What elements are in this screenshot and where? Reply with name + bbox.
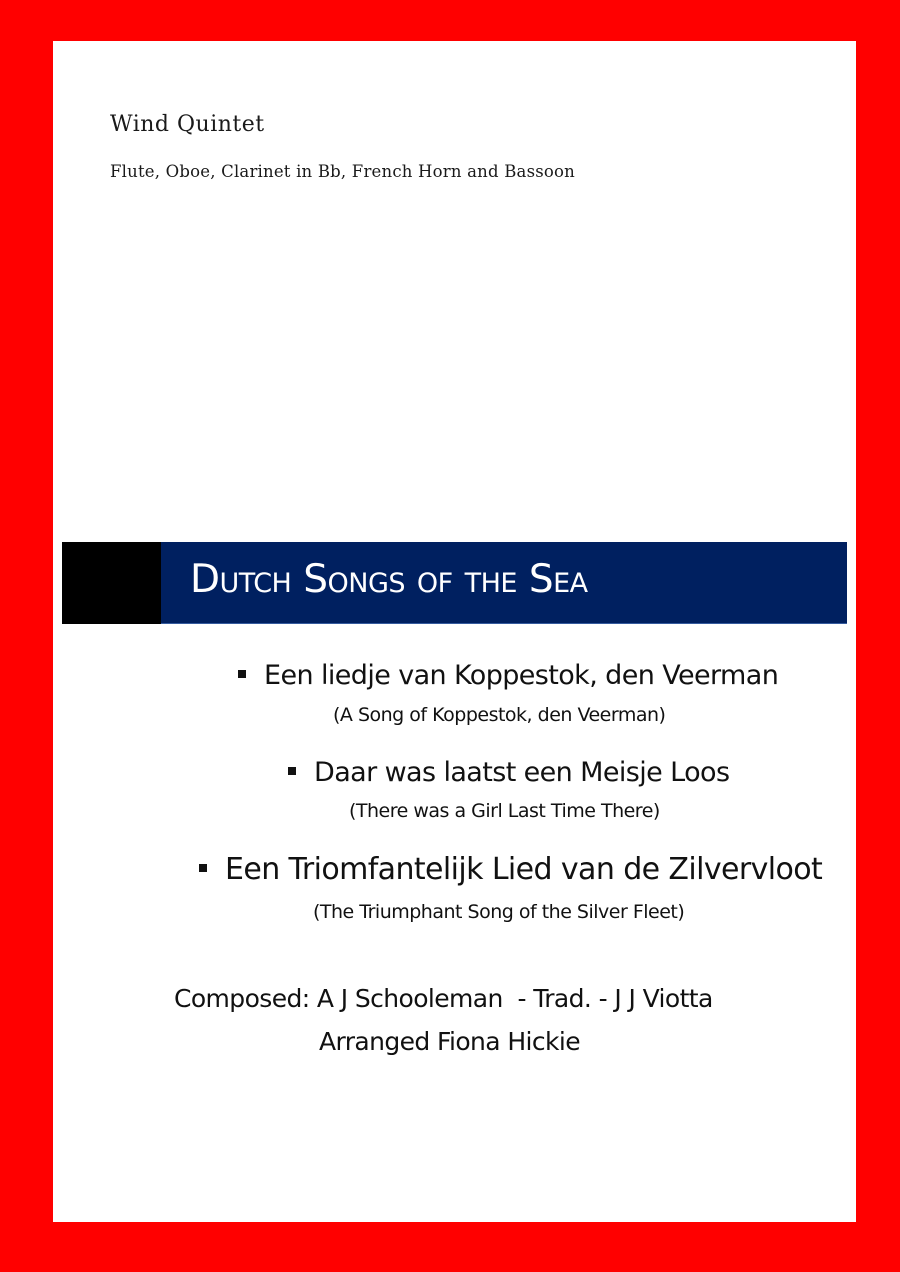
bullet-icon <box>288 767 296 775</box>
banner-accent-block <box>62 542 161 624</box>
page-title: Dutch Songs of the Sea <box>190 557 588 602</box>
song-subtitle-2: (There was a Girl Last Time There) <box>349 800 660 822</box>
composer-credit: Composed: A J Schooleman - Trad. - J J Viotta <box>174 984 713 1013</box>
song-subtitle-1: (A Song of Koppestok, den Veerman) <box>333 704 666 726</box>
song-title-1-text: Een liedje van Koppestok, den Veerman <box>264 660 779 691</box>
song-title-2-text: Daar was laatst een Meisje Loos <box>314 757 730 788</box>
bullet-icon <box>238 670 246 678</box>
song-subtitle-3: (The Triumphant Song of the Silver Fleet) <box>313 901 685 923</box>
instrumentation-label: Flute, Oboe, Clarinet in Bb, French Horn and Bassoon <box>110 162 575 181</box>
song-title-2 <box>288 757 729 788</box>
song-title-3 <box>199 852 822 887</box>
arranger-credit: Arranged Fiona Hickie <box>319 1027 581 1056</box>
song-title-1 <box>238 660 778 691</box>
song-title-3-text: Een Triomfantelijk Lied van de Zilvervloot <box>225 852 823 887</box>
ensemble-label: Wind Quintet <box>110 112 265 137</box>
bullet-icon <box>199 864 207 872</box>
